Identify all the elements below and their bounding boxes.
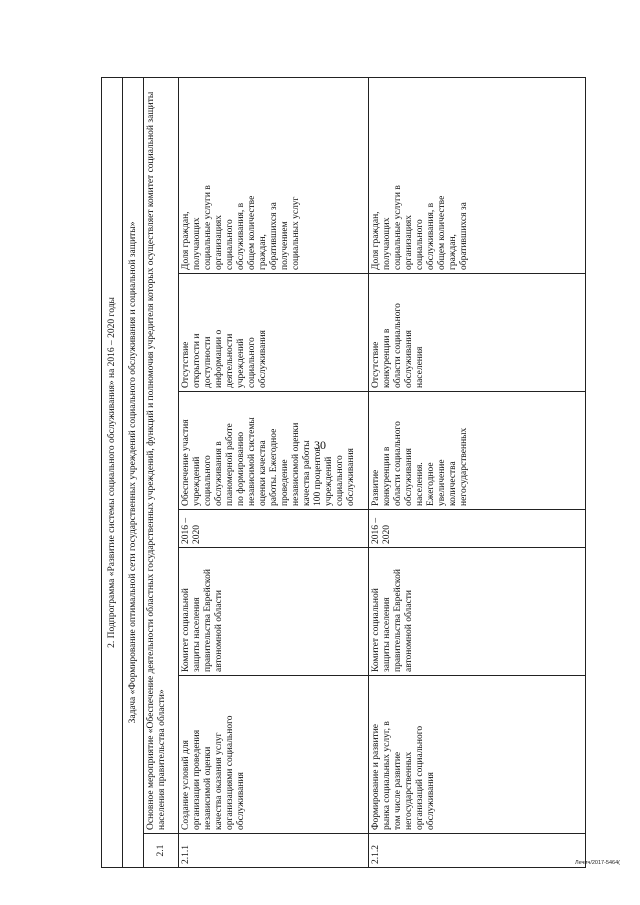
program-table: [101, 77, 586, 868]
task-title: Задача «Формирование оптимальной сети государственных учреждений социального обслуживания и социальной защиты»: [123, 77, 144, 867]
section-header-row: [102, 77, 123, 867]
task-row: [123, 77, 144, 867]
row-number: 2.1.1: [179, 834, 369, 868]
main-event-row: [144, 77, 179, 867]
indicator: Доля граждан, получающих социальные услуги в организациях социального обслуживания, в общем количестве граждан, обратившихся за получением социальных услуг: [179, 77, 369, 273]
table-row: [369, 77, 586, 867]
indicator: Доля граждан, получающих социальные услуги в организациях социального обслуживания, в общем количестве граждан, обратившихся за: [369, 77, 586, 273]
table-row: [179, 77, 369, 867]
period: 2016 – 2020: [179, 510, 369, 548]
event-name: Формирование и развитие рынка социальных услуг, в том числе развитие негосударственных организаций социального обслуживания: [369, 676, 586, 834]
footer-code: Лечич/2017-5464(: [575, 860, 620, 866]
expected-result: Обеспечение участия учреждений социального обслуживания в планомерной работе по формированию независимой системы оценки качества работы. Ежегодное проведение независимой оценки качества работы 100 процентов учреждений социального обслуживания: [179, 392, 369, 510]
main-event-text: Основное мероприятие «Обеспечение деятельности областных государственных учреждений, функций и полномочия учредителя которых осуществляет комитет социальной защиты населения правительства области»: [144, 77, 179, 833]
rotated-table-wrapper: [101, 78, 621, 868]
period: 2016 – 2020: [369, 510, 586, 548]
executor: Комитет социальной защиты населения правительства Еврейской автономной области: [179, 548, 369, 676]
expected-result: Развитие конкуренции в области социального обслуживания населения. Ежегодное увеличение количества негосударственных: [369, 392, 586, 510]
page-number: 30: [314, 438, 326, 452]
section-title: 2. Подпрограмма «Развитие системы социального обслуживания» на 2016 – 2020 годы: [102, 77, 123, 867]
main-event-number: 2.1: [144, 834, 179, 868]
non-implementation-consequence: Отсутствие конкуренции в области социального обслуживания населения: [369, 274, 586, 392]
non-implementation-consequence: Отсутствие открытости и доступности информации о деятельности учреждений социального обслуживания: [179, 274, 369, 392]
row-number: 2.1.2: [369, 834, 586, 868]
event-name: Создание условий для организации проведения независимой оценки качества оказания услуг организациями социального обслуживания: [179, 676, 369, 834]
executor: Комитет социальной защиты населения правительства Еврейской автономной области: [369, 548, 586, 676]
